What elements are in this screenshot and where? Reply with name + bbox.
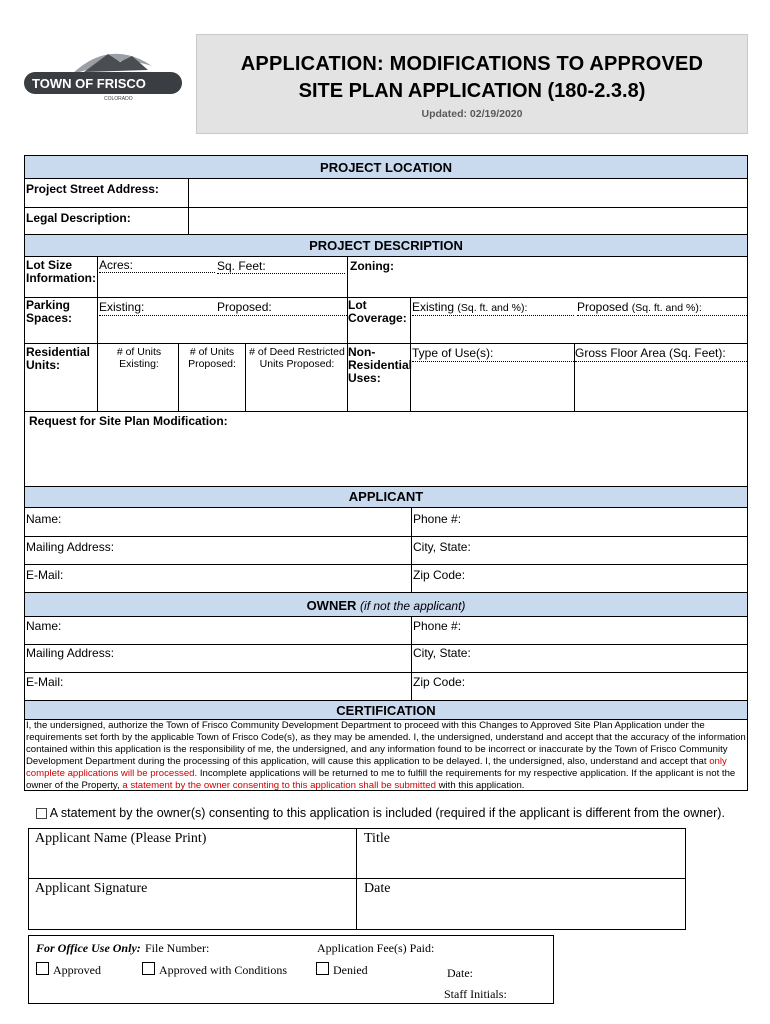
deed-restricted-label: # of Deed Restricted Units Proposed: bbox=[249, 346, 345, 370]
street-address-field[interactable] bbox=[189, 179, 747, 207]
consent-checkbox[interactable] bbox=[36, 808, 47, 819]
residential-units-field[interactable] bbox=[99, 343, 347, 411]
existing-sqft-label: Existing (Sq. ft. and %): bbox=[412, 300, 528, 314]
certification-text: I, the undersigned, authorize the Town of Frisco Community Development Department to proceed with this Changes to Approved Site Plan Application under the requirements set forth by the applicable Town of Frisco Code(s), as they may be amended. I, the undersigned, understand and accept that the accuracy of the information contained within this application is the responsibility of me, the undersigned, and any information found to be incorrect or inaccurate by the Town of Frisco Community Development Department during the processing of this application, will cause this application to be delayed. I, the undersigned, also, understand and accept that only complete applications will be processed. Incomplete applications will be returned to me to fulfill the requirements for my respective application. If the applicant is not the owner of the Property, a statement by the owner consenting to this application shall be submitted with this application. bbox=[26, 720, 746, 791]
type-of-use-label: Type of Use(s): bbox=[412, 346, 494, 360]
owner-zip-field[interactable] bbox=[412, 672, 747, 700]
units-existing-label: # of Units Existing: bbox=[116, 346, 162, 370]
legal-description-field[interactable] bbox=[189, 207, 747, 234]
approved-label: Approved bbox=[53, 963, 101, 977]
applicant-city-label: City, State: bbox=[413, 540, 471, 554]
denied-label: Denied bbox=[333, 963, 368, 977]
section-applicant: APPLICANT bbox=[25, 486, 747, 508]
applicant-name-print-label: Applicant Name (Please Print) bbox=[35, 831, 207, 846]
office-use-box bbox=[28, 935, 554, 1004]
owner-name-label: Name: bbox=[26, 619, 62, 633]
section-project-description: PROJECT DESCRIPTION bbox=[25, 234, 747, 257]
title-line-1: APPLICATION: MODIFICATIONS TO APPROVED bbox=[240, 53, 704, 75]
parking-proposed-label: Proposed: bbox=[217, 300, 272, 314]
street-address-label: Project Street Address: bbox=[26, 182, 159, 196]
approved-option[interactable] bbox=[36, 962, 101, 978]
fees-paid-label: Application Fee(s) Paid: bbox=[317, 941, 435, 955]
consent-statement bbox=[36, 806, 725, 820]
applicant-city-field[interactable] bbox=[412, 536, 747, 564]
parking-existing-label: Existing: bbox=[99, 300, 145, 314]
owner-mailing-label: Mailing Address: bbox=[26, 646, 115, 660]
town-logo bbox=[22, 36, 184, 102]
denied-checkbox[interactable] bbox=[316, 962, 329, 975]
lot-coverage-field[interactable] bbox=[412, 297, 747, 343]
approved-conditions-checkbox[interactable] bbox=[142, 962, 155, 975]
mountain-logo-icon bbox=[22, 36, 184, 102]
lot-size-label: Lot Size Information: bbox=[26, 258, 96, 285]
office-date-label: Date: bbox=[447, 966, 473, 980]
applicant-phone-field[interactable] bbox=[412, 508, 747, 536]
section-project-location: PROJECT LOCATION bbox=[25, 156, 747, 179]
lot-coverage-label: Lot Coverage: bbox=[348, 298, 407, 325]
request-label: Request for Site Plan Modification: bbox=[29, 414, 228, 428]
denied-option[interactable] bbox=[316, 962, 368, 978]
sq-feet-label: Sq. Feet: bbox=[217, 259, 266, 273]
application-form bbox=[24, 155, 748, 791]
applicant-mailing-field[interactable] bbox=[25, 536, 411, 564]
owner-mailing-field[interactable] bbox=[25, 644, 411, 672]
title-banner bbox=[196, 34, 748, 134]
units-proposed-label: # of Units Proposed: bbox=[188, 346, 236, 370]
applicant-email-field[interactable] bbox=[25, 564, 411, 592]
owner-city-field[interactable] bbox=[412, 644, 747, 672]
applicant-name-field[interactable] bbox=[25, 508, 411, 536]
signature-table bbox=[28, 828, 686, 930]
logo-sub: COLORADO bbox=[104, 96, 133, 102]
applicant-phone-label: Phone #: bbox=[413, 512, 462, 526]
parking-label: Parking Spaces: bbox=[26, 298, 73, 325]
applicant-zip-field[interactable] bbox=[412, 564, 747, 592]
title-label: Title bbox=[364, 831, 390, 846]
parking-field[interactable] bbox=[99, 297, 347, 343]
applicant-email-label: E-Mail: bbox=[26, 568, 64, 582]
applicant-name-print-field[interactable] bbox=[29, 829, 357, 879]
owner-name-field[interactable] bbox=[25, 617, 411, 644]
section-certification: CERTIFICATION bbox=[25, 700, 747, 720]
owner-phone-field[interactable] bbox=[412, 617, 747, 644]
staff-initials-label: Staff Initials: bbox=[444, 987, 507, 1001]
approved-conditions-label: Approved with Conditions bbox=[159, 963, 287, 977]
approved-conditions-option[interactable] bbox=[142, 962, 287, 978]
zoning-field[interactable] bbox=[348, 257, 747, 297]
applicant-name-label: Name: bbox=[26, 512, 62, 526]
owner-email-field[interactable] bbox=[25, 672, 411, 700]
lot-size-field[interactable] bbox=[99, 257, 347, 297]
applicant-mailing-label: Mailing Address: bbox=[26, 540, 115, 554]
date-field[interactable] bbox=[357, 879, 685, 929]
non-residential-field[interactable] bbox=[412, 343, 747, 411]
section-owner: OWNER (if not the applicant) bbox=[25, 592, 747, 617]
legal-description-label: Legal Description: bbox=[26, 211, 131, 225]
title-field[interactable] bbox=[357, 829, 685, 879]
office-use-label: For Office Use Only: bbox=[36, 941, 141, 955]
gross-floor-area-label: Gross Floor Area (Sq. Feet): bbox=[575, 346, 726, 360]
approved-checkbox[interactable] bbox=[36, 962, 49, 975]
title-line-2: SITE PLAN APPLICATION (180-2.3.8) bbox=[298, 80, 646, 102]
request-field[interactable] bbox=[25, 431, 747, 486]
residential-label: Residential Units: bbox=[26, 345, 91, 372]
applicant-zip-label: Zip Code: bbox=[413, 568, 466, 582]
applicant-signature-label: Applicant Signature bbox=[35, 881, 148, 896]
proposed-sqft-label: Proposed (Sq. ft. and %): bbox=[577, 300, 702, 314]
updated-date: Updated: 02/19/2020 bbox=[421, 108, 523, 120]
logo-name: TOWN OF FRISCO bbox=[32, 76, 146, 91]
owner-zip-label: Zip Code: bbox=[413, 675, 466, 689]
file-number-label: File Number: bbox=[145, 941, 210, 955]
consent-statement-text: A statement by the owner(s) consenting to this application is included (required if the applicant is different from the owner). bbox=[49, 806, 725, 820]
acres-label: Acres: bbox=[99, 258, 134, 272]
non-residential-label: Non-Residential Uses: bbox=[348, 345, 413, 385]
owner-phone-label: Phone #: bbox=[413, 619, 462, 633]
owner-city-label: City, State: bbox=[413, 646, 471, 660]
date-label: Date bbox=[364, 881, 391, 896]
zoning-label: Zoning: bbox=[350, 259, 394, 273]
owner-email-label: E-Mail: bbox=[26, 675, 64, 689]
applicant-signature-field[interactable] bbox=[29, 879, 357, 929]
